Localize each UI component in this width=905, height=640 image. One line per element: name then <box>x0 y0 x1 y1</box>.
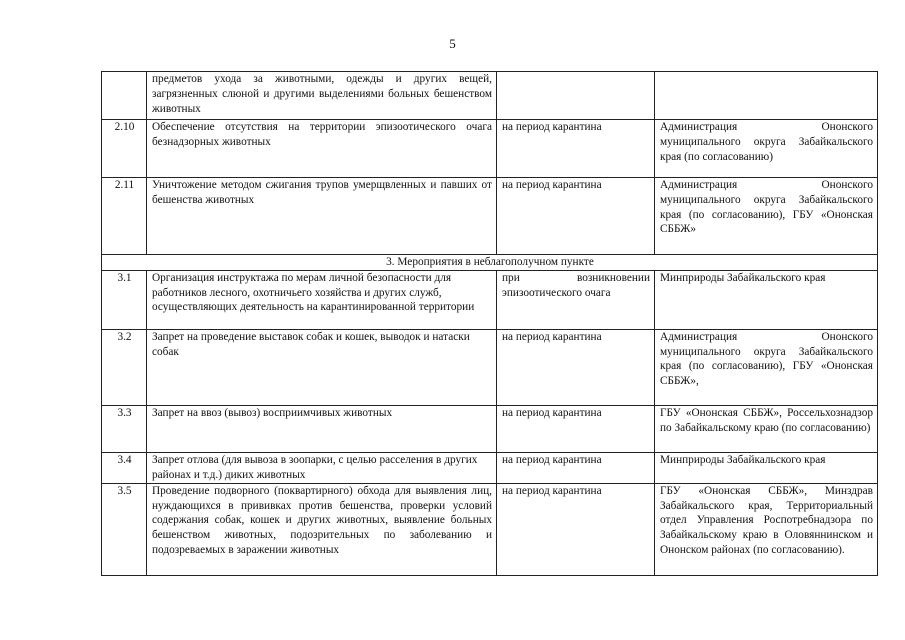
item-action: Обеспечение отсутствия на территории эпизоотического очага безнадзорных животных <box>147 120 497 178</box>
section-row <box>102 255 878 271</box>
item-period: при возникновении эпизоотического очага <box>497 270 655 329</box>
item-action: Проведение подворного (поквартирного) обхода для выявления лиц, нуждающихся в прививках против бешенства, проверки условий содержания собак, кошек и других животных, выявление больных бешенством животных, подозрительных по заболеванию и подозреваемых в заражении животных <box>147 483 497 575</box>
section-title: 3. Мероприятия в неблагополучном пункте <box>102 255 878 271</box>
item-responsible: Минприроды Забайкальского края <box>655 270 878 329</box>
item-number: 3.2 <box>102 329 147 405</box>
item-responsible: ГБУ «Ононская СББЖ», Россельхознадзор по Забайкальскому краю (по согласованию) <box>655 405 878 452</box>
table-row <box>102 72 878 120</box>
table-row <box>102 178 878 255</box>
item-number: 2.11 <box>102 178 147 255</box>
item-period <box>497 72 655 120</box>
item-number <box>102 72 147 120</box>
table-row <box>102 120 878 178</box>
item-number: 3.5 <box>102 483 147 575</box>
item-responsible <box>655 72 878 120</box>
item-action: Организация инструктажа по мерам личной безопасности для работников лесного, охотничьего хозяйства и других служб, осуществляющих деятельность на карантинированной территории <box>147 270 497 329</box>
page-number: 5 <box>449 36 456 51</box>
item-number: 2.10 <box>102 120 147 178</box>
item-period: на период карантина <box>497 483 655 575</box>
item-action: Запрет на проведение выставок собак и кошек, выводок и натаски собак <box>147 329 497 405</box>
item-number: 3.4 <box>102 452 147 483</box>
item-period: на период карантина <box>497 329 655 405</box>
item-action: Уничтожение методом сжигания трупов умерщвленных и павших от бешенства животных <box>147 178 497 255</box>
item-responsible: ГБУ «Ононская СББЖ», Минздрав Забайкальского края, Территориальный отдел Управления Роспотребнадзора по Забайкальскому краю в Оловяннинском и Ононском районах (по согласованию). <box>655 483 878 575</box>
item-responsible: Администрация Ононского муниципального округа Забайкальского края (по согласованию), ГБУ «Ононская СББЖ», <box>655 329 878 405</box>
item-responsible: Минприроды Забайкальского края <box>655 452 878 483</box>
table-row <box>102 329 878 405</box>
item-responsible: Администрация Ононского муниципального округа Забайкальского края (по согласованию) <box>655 120 878 178</box>
table-row <box>102 270 878 329</box>
measures-table <box>101 71 878 576</box>
table-row <box>102 483 878 575</box>
item-period: на период карантина <box>497 405 655 452</box>
item-number: 3.1 <box>102 270 147 329</box>
item-action: предметов ухода за животными, одежды и других вещей, загрязненных слюной и другими выделениями больных бешенством животных <box>147 72 497 120</box>
item-responsible: Администрация Ононского муниципального округа Забайкальского края (по согласованию), ГБУ «Ононская СББЖ» <box>655 178 878 255</box>
item-period: на период карантина <box>497 452 655 483</box>
table-row <box>102 452 878 483</box>
item-period: на период карантина <box>497 178 655 255</box>
item-action: Запрет отлова (для вывоза в зоопарки, с целью расселения в других районах и т.д.) диких животных <box>147 452 497 483</box>
item-period: на период карантина <box>497 120 655 178</box>
item-action: Запрет на ввоз (вывоз) восприимчивых животных <box>147 405 497 452</box>
table-row <box>102 405 878 452</box>
item-number: 3.3 <box>102 405 147 452</box>
